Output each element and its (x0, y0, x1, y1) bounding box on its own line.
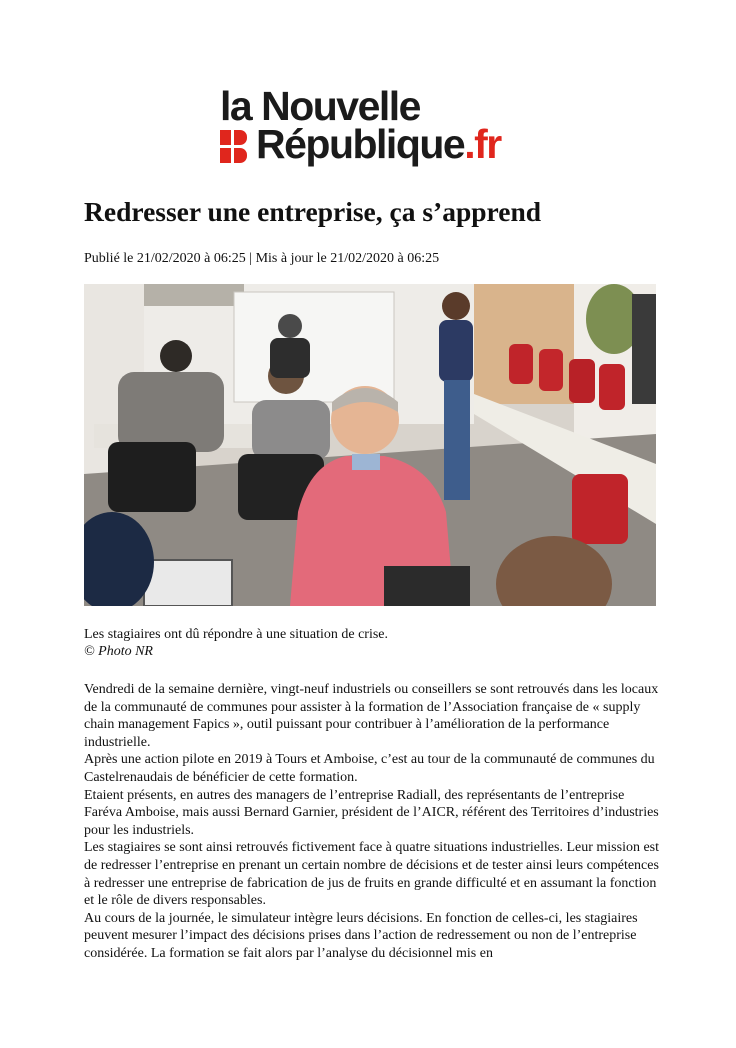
paragraph: Après une action pilote en 2019 à Tours et Amboise, c’est au tour de la communauté de communes du Castelrenaudais de bénéficier de cette formation. (84, 752, 655, 785)
paragraph: Au cours de la journée, le simulateur intègre leurs décisions. En fonction de celles-ci, les stagiaires peuvent mesurer l’impact des décisions prises dans l’action de redressement ou non de l’entreprise considérée. La formation se fait alors par l’analyse du décisionnel mis en (84, 910, 638, 961)
paragraph: Vendredi de la semaine dernière, vingt-neuf industriels ou conseillers se sont retrouvés dans les locaux de la communauté de communes pour assister à la formation de l’Association française de « supply chain management Fapics », outil puissant pour contribuer à l’amélioration de la performance industrielle. (84, 682, 659, 750)
article-body (84, 681, 664, 963)
publication-date: Publié le 21/02/2020 à 06:25 | Mis à jour le 21/02/2020 à 06:25 (84, 251, 440, 266)
article-photo (84, 284, 656, 606)
photo-credit: © Photo NR (84, 644, 153, 659)
photo-caption: Les stagiaires ont dû répondre à une situation de crise. (84, 627, 389, 642)
paragraph: Etaient présents, en autres des managers de l’entreprise Radiall, des représentants de l’entreprise Faréva Amboise, mais aussi Bernard Garnier, président de l’AICR, référent des Territoires d’industries pour les industriels. (84, 787, 659, 838)
logo-line-2 (256, 121, 501, 168)
logo-name: République (256, 121, 465, 167)
logo-tld: .fr (464, 121, 501, 167)
paragraph: Les stagiaires se sont ainsi retrouvés fictivement face à quatre situations industrielles. Leur mission est de redresser l’entreprise en prenant un certain nombre de décisions et de tester ainsi leurs compétences à redresser une entreprise de fabrication de jus de fruits en grande difficulté et en assumant la fonction et le rôle de divers responsables. (84, 840, 660, 909)
logo-mark-icon (220, 130, 247, 163)
training-room-photo (84, 284, 656, 606)
article-title: Redresser une entreprise, ça s’apprend (84, 196, 542, 227)
logo-line-1: la Nouvelle (220, 83, 420, 129)
site-logo[interactable] (220, 83, 520, 171)
photo-caption-block (84, 626, 388, 660)
